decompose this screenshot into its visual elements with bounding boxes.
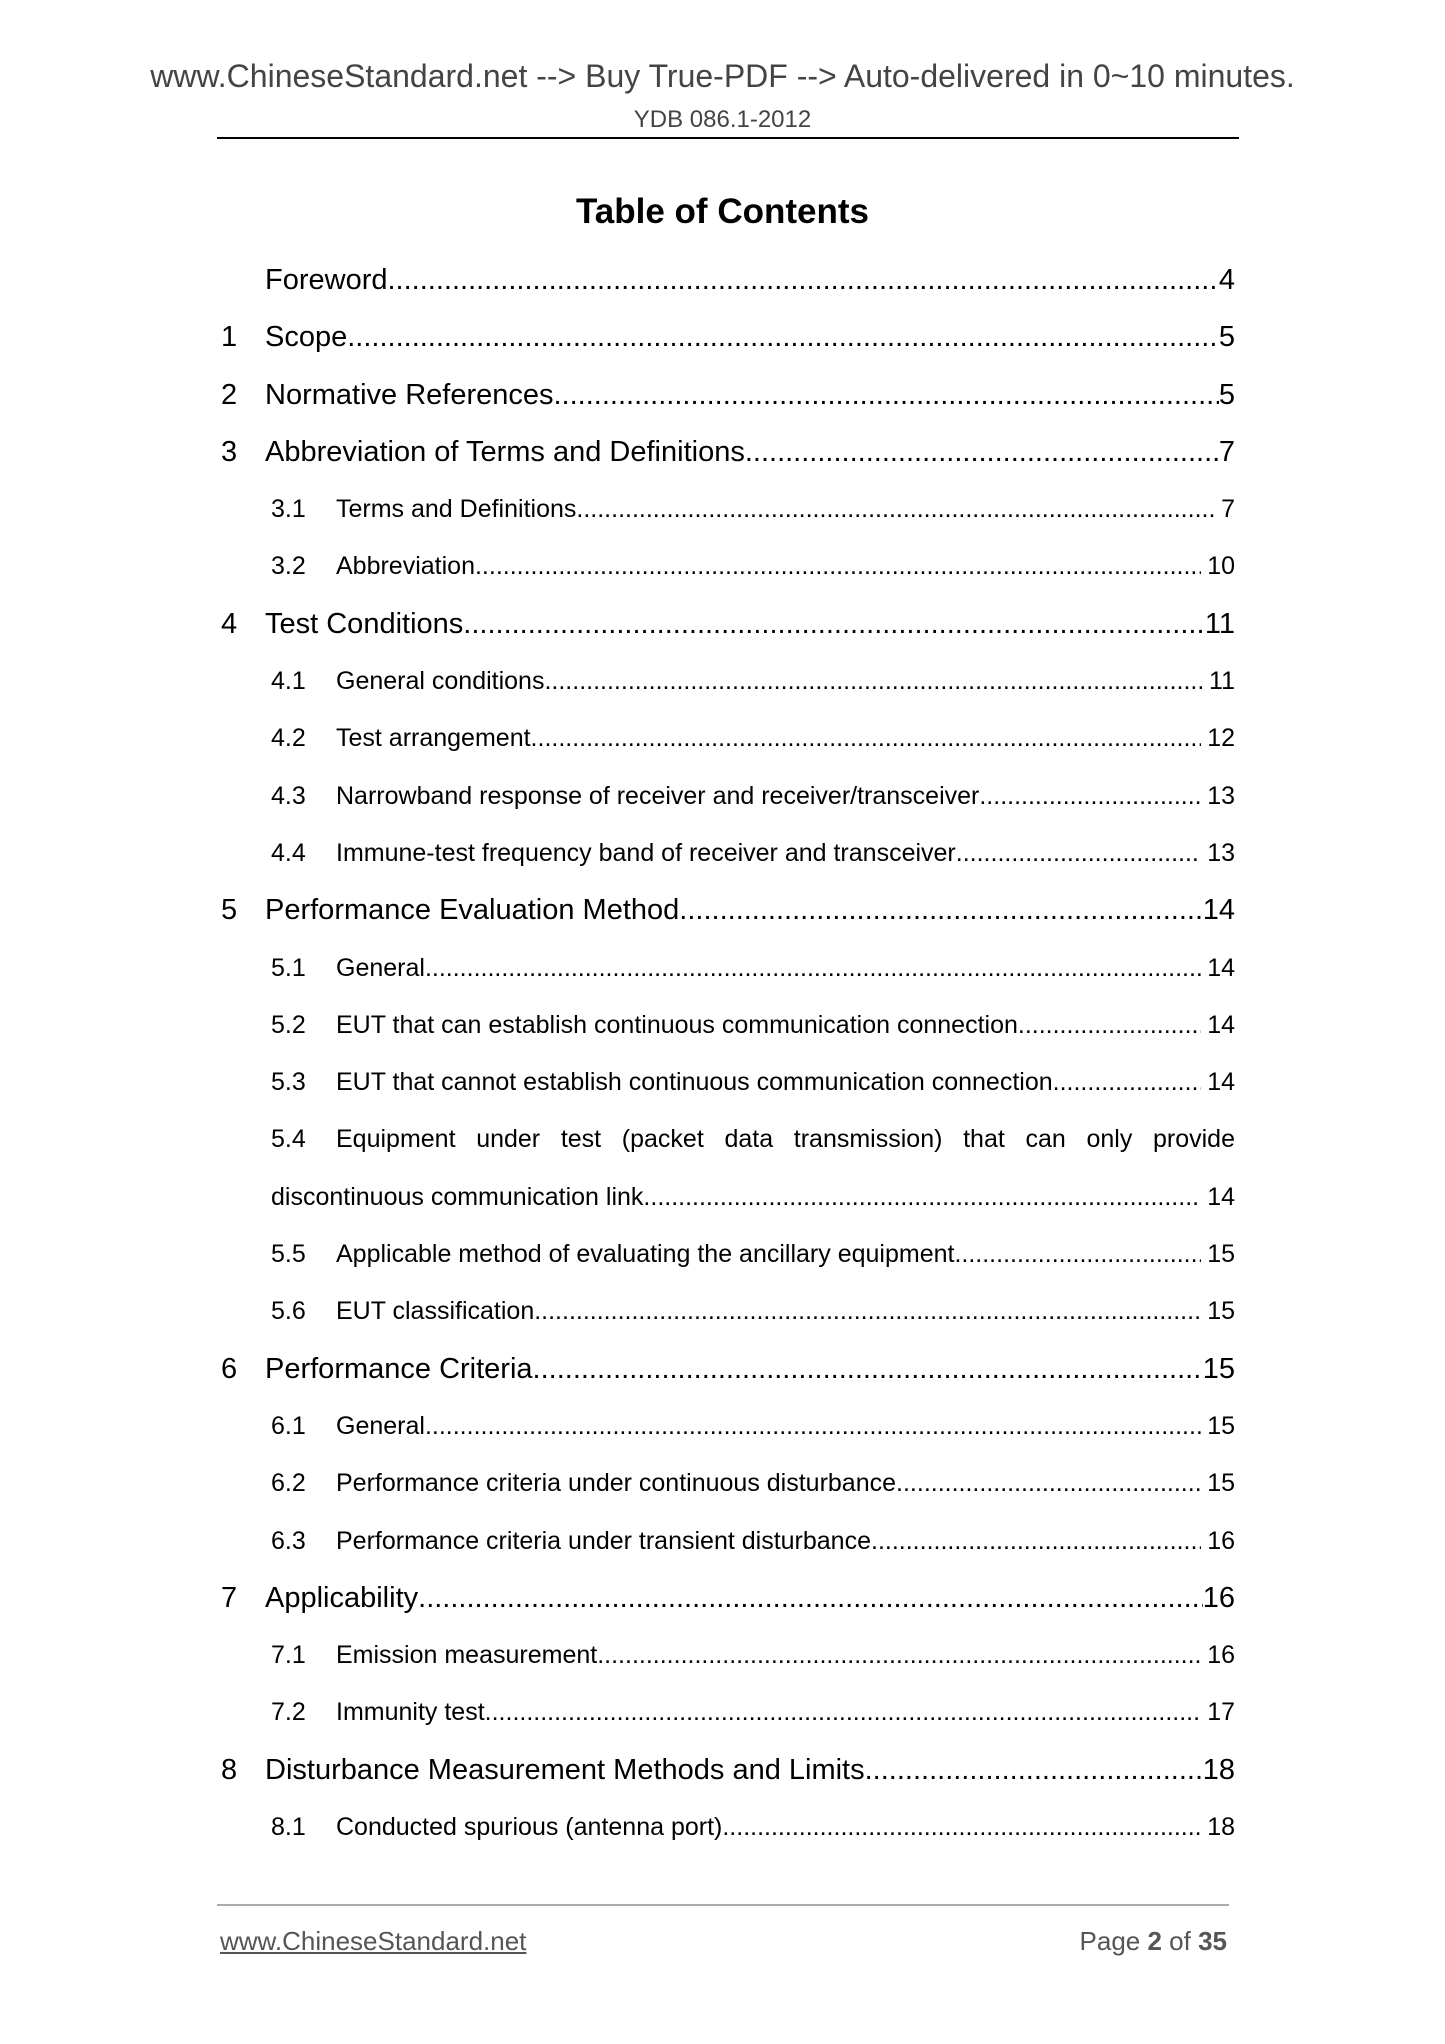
dot-leader — [597, 1627, 1201, 1684]
toc-entry-page: 14 — [1207, 1010, 1235, 1039]
toc-entry[interactable] — [221, 940, 1235, 997]
toc-entry-page: 7 — [1218, 435, 1235, 468]
header-banner: www.ChineseStandard.net --> Buy True-PDF --> Auto-delivered in 0~10 minutes. — [150, 58, 1295, 94]
toc-entry-continuation[interactable] — [221, 1169, 1235, 1226]
toc-entry-page: 16 — [1207, 1641, 1235, 1670]
toc-entry-label: General — [336, 953, 425, 982]
toc-entry-page: 16 — [1202, 1581, 1235, 1614]
footer-site-link[interactable]: www.ChineseStandard.net — [220, 1926, 527, 1956]
page-of: of — [1161, 1926, 1199, 1956]
toc-entry-number: 2 — [221, 378, 238, 411]
toc-entry-number: 6.2 — [271, 1469, 306, 1498]
dot-leader — [956, 825, 1201, 882]
toc-entry[interactable] — [221, 653, 1235, 710]
dot-leader — [643, 1169, 1201, 1226]
toc-entry-number: 4.3 — [271, 781, 306, 810]
toc-entry-label: Applicable method of evaluating the ancillary equipment — [336, 1240, 955, 1269]
dot-leader — [485, 1684, 1202, 1741]
dot-leader — [418, 1570, 1203, 1627]
toc-entry[interactable] — [221, 1283, 1235, 1340]
toc-entry-label: Foreword — [265, 264, 388, 296]
toc-entry-label: General conditions — [336, 667, 545, 696]
toc-entry-number: 3 — [221, 435, 238, 468]
toc-entry-number: 8.1 — [271, 1813, 306, 1842]
page-title: Table of Contents — [576, 192, 869, 231]
dot-leader — [1053, 1054, 1202, 1111]
toc-entry-page: 12 — [1207, 724, 1235, 753]
toc-entry-label: Performance Evaluation Method — [265, 894, 680, 927]
toc-entry-page: 11 — [1209, 667, 1235, 696]
toc-entry-page: 15 — [1207, 1297, 1235, 1326]
dot-leader — [425, 940, 1201, 997]
dot-leader — [679, 882, 1202, 939]
dot-leader — [865, 1742, 1203, 1799]
toc-entry-label: EUT that cannot establish continuous communication connection — [336, 1068, 1053, 1097]
toc-entry-number: 5.6 — [271, 1297, 306, 1326]
toc-entry-label: Immunity test — [336, 1698, 485, 1727]
toc-entry[interactable] — [221, 309, 1235, 366]
toc-entry-number: 5.2 — [271, 1010, 306, 1039]
dot-leader — [533, 1341, 1203, 1398]
toc-entry[interactable] — [221, 424, 1235, 481]
toc-entry-label: Immune-test frequency band of receiver and transceiver — [336, 838, 956, 867]
toc-entry-number: 4 — [221, 607, 238, 640]
toc-entry[interactable] — [221, 538, 1235, 595]
toc-entry[interactable] — [221, 1742, 1235, 1799]
toc-entry-page: 14 — [1207, 1182, 1235, 1211]
toc-entry-label: Abbreviation of Terms and Definitions — [265, 435, 745, 468]
toc-entry-label: discontinuous communication link — [271, 1182, 644, 1211]
toc-entry-label: Narrowband response of receiver and receiver/transceiver — [336, 781, 980, 810]
toc-entry-page: 16 — [1207, 1526, 1235, 1555]
toc-entry-number: 3.1 — [271, 495, 306, 524]
dot-leader — [722, 1799, 1201, 1856]
toc-entry-label: EUT classification — [336, 1297, 535, 1326]
toc-entry-page: 15 — [1207, 1240, 1235, 1269]
dot-leader — [554, 367, 1219, 424]
toc-entry-page: 10 — [1207, 552, 1235, 581]
page-indicator — [1080, 1926, 1227, 1957]
toc-entry-number: 5.4 — [271, 1125, 306, 1154]
toc-entry[interactable] — [221, 1111, 1235, 1168]
toc-entry-number: 7 — [221, 1581, 238, 1614]
toc-entry-label: Normative References — [265, 378, 554, 411]
toc-entry-page: 18 — [1207, 1813, 1235, 1842]
toc-entry-number: 5.5 — [271, 1240, 306, 1269]
footer-rule — [217, 1904, 1229, 1906]
toc-entry-page: 15 — [1207, 1411, 1235, 1440]
toc-entry-number: 4.2 — [271, 724, 306, 753]
toc-entry[interactable] — [221, 1226, 1235, 1283]
toc-entry-number: 6 — [221, 1352, 238, 1385]
toc-entry-number: 8 — [221, 1753, 238, 1786]
toc-entry-number — [221, 252, 265, 309]
toc-entry[interactable] — [221, 1341, 1235, 1398]
toc-entry-number: 6.1 — [271, 1411, 306, 1440]
toc-entry-number: 5.3 — [271, 1068, 306, 1097]
toc-entry-page: 13 — [1207, 781, 1235, 810]
toc-entry[interactable] — [221, 1513, 1235, 1570]
dot-leader — [347, 309, 1219, 366]
toc-entry-label: Scope — [265, 321, 348, 354]
dot-leader — [1018, 997, 1201, 1054]
page-prefix: Page — [1079, 1926, 1148, 1956]
toc-entry[interactable] — [221, 481, 1235, 538]
dot-leader — [871, 1513, 1201, 1570]
toc-entry-label: Test arrangement — [336, 724, 531, 753]
toc-entry-page: 14 — [1207, 953, 1235, 982]
dot-leader — [896, 1455, 1201, 1512]
toc-entry-number: 7.1 — [271, 1641, 306, 1670]
toc-entry[interactable] — [221, 1054, 1235, 1111]
toc-entry[interactable] — [221, 825, 1235, 882]
toc-entry[interactable] — [221, 1684, 1235, 1741]
toc-entry-page: 15 — [1202, 1352, 1235, 1385]
toc-entry-page: 15 — [1207, 1469, 1235, 1498]
toc-entry-number: 4.4 — [271, 838, 306, 867]
toc-entry-label: Abbreviation — [336, 552, 475, 581]
dot-leader — [534, 1283, 1201, 1340]
dot-leader — [425, 1398, 1201, 1455]
toc-entry-number: 7.2 — [271, 1698, 306, 1727]
toc-entry-page: 18 — [1202, 1753, 1235, 1786]
toc-entry-page: 7 — [1221, 495, 1235, 524]
toc-entry[interactable] — [221, 596, 1235, 653]
dot-leader — [979, 768, 1201, 825]
toc-entry-label: Performance criteria under continuous disturbance — [336, 1469, 897, 1498]
toc-entry-label: EUT that can establish continuous communication connection — [336, 1010, 1018, 1039]
toc-entry[interactable] — [221, 882, 1235, 939]
toc-entry-number: 3.2 — [271, 552, 306, 581]
toc-entry-page: 17 — [1207, 1698, 1235, 1727]
toc-entry[interactable] — [221, 252, 1235, 309]
toc-entry-page: 5 — [1218, 378, 1235, 411]
toc-entry-label: Performance criteria under transient disturbance — [336, 1526, 871, 1555]
toc-entry-page: 4 — [1218, 264, 1235, 296]
toc-entry-number: 4.1 — [271, 667, 306, 696]
dot-leader — [745, 424, 1219, 481]
toc-entry-label: Equipment under test (packet data transmission) that can only provide — [336, 1125, 1235, 1154]
toc-entry[interactable] — [221, 1455, 1235, 1512]
toc-entry-number: 1 — [221, 321, 238, 354]
toc-entry[interactable] — [221, 1627, 1235, 1684]
header-rule — [217, 137, 1239, 139]
toc-entry-page: 14 — [1207, 1068, 1235, 1097]
toc-entry-page: 14 — [1202, 894, 1235, 927]
table-of-contents — [221, 252, 1235, 1856]
toc-entry-number: 5 — [221, 894, 238, 927]
toc-entry-number: 5.1 — [271, 953, 306, 982]
dot-leader — [544, 653, 1203, 710]
toc-entry-label: Performance Criteria — [265, 1352, 533, 1385]
current-page: 2 — [1147, 1926, 1162, 1956]
toc-entry-label: Emission measurement — [336, 1641, 598, 1670]
toc-entry-page: 11 — [1204, 607, 1235, 640]
toc-entry-label: Disturbance Measurement Methods and Limits — [265, 1753, 865, 1786]
dot-leader — [475, 538, 1201, 595]
toc-entry[interactable] — [221, 997, 1235, 1054]
dot-leader — [388, 252, 1219, 309]
toc-entry-label: Test Conditions — [265, 607, 464, 640]
total-pages: 35 — [1198, 1926, 1227, 1956]
document-id: YDB 086.1-2012 — [633, 106, 812, 133]
toc-entry-label: General — [336, 1411, 425, 1440]
toc-entry-page: 13 — [1207, 838, 1235, 867]
toc-entry-label: Terms and Definitions — [336, 495, 577, 524]
toc-entry[interactable] — [221, 1398, 1235, 1455]
dot-leader — [576, 481, 1215, 538]
toc-entry[interactable] — [221, 1799, 1235, 1856]
toc-entry-label: Conducted spurious (antenna port) — [336, 1813, 723, 1842]
toc-entry[interactable] — [221, 1570, 1235, 1627]
toc-entry[interactable] — [221, 367, 1235, 424]
dot-leader — [531, 710, 1202, 767]
toc-entry-page: 5 — [1218, 321, 1235, 354]
toc-entry-number: 6.3 — [271, 1526, 306, 1555]
toc-entry-label: Applicability — [265, 1581, 419, 1614]
toc-entry[interactable] — [221, 710, 1235, 767]
dot-leader — [954, 1226, 1201, 1283]
dot-leader — [463, 596, 1205, 653]
toc-entry[interactable] — [221, 768, 1235, 825]
